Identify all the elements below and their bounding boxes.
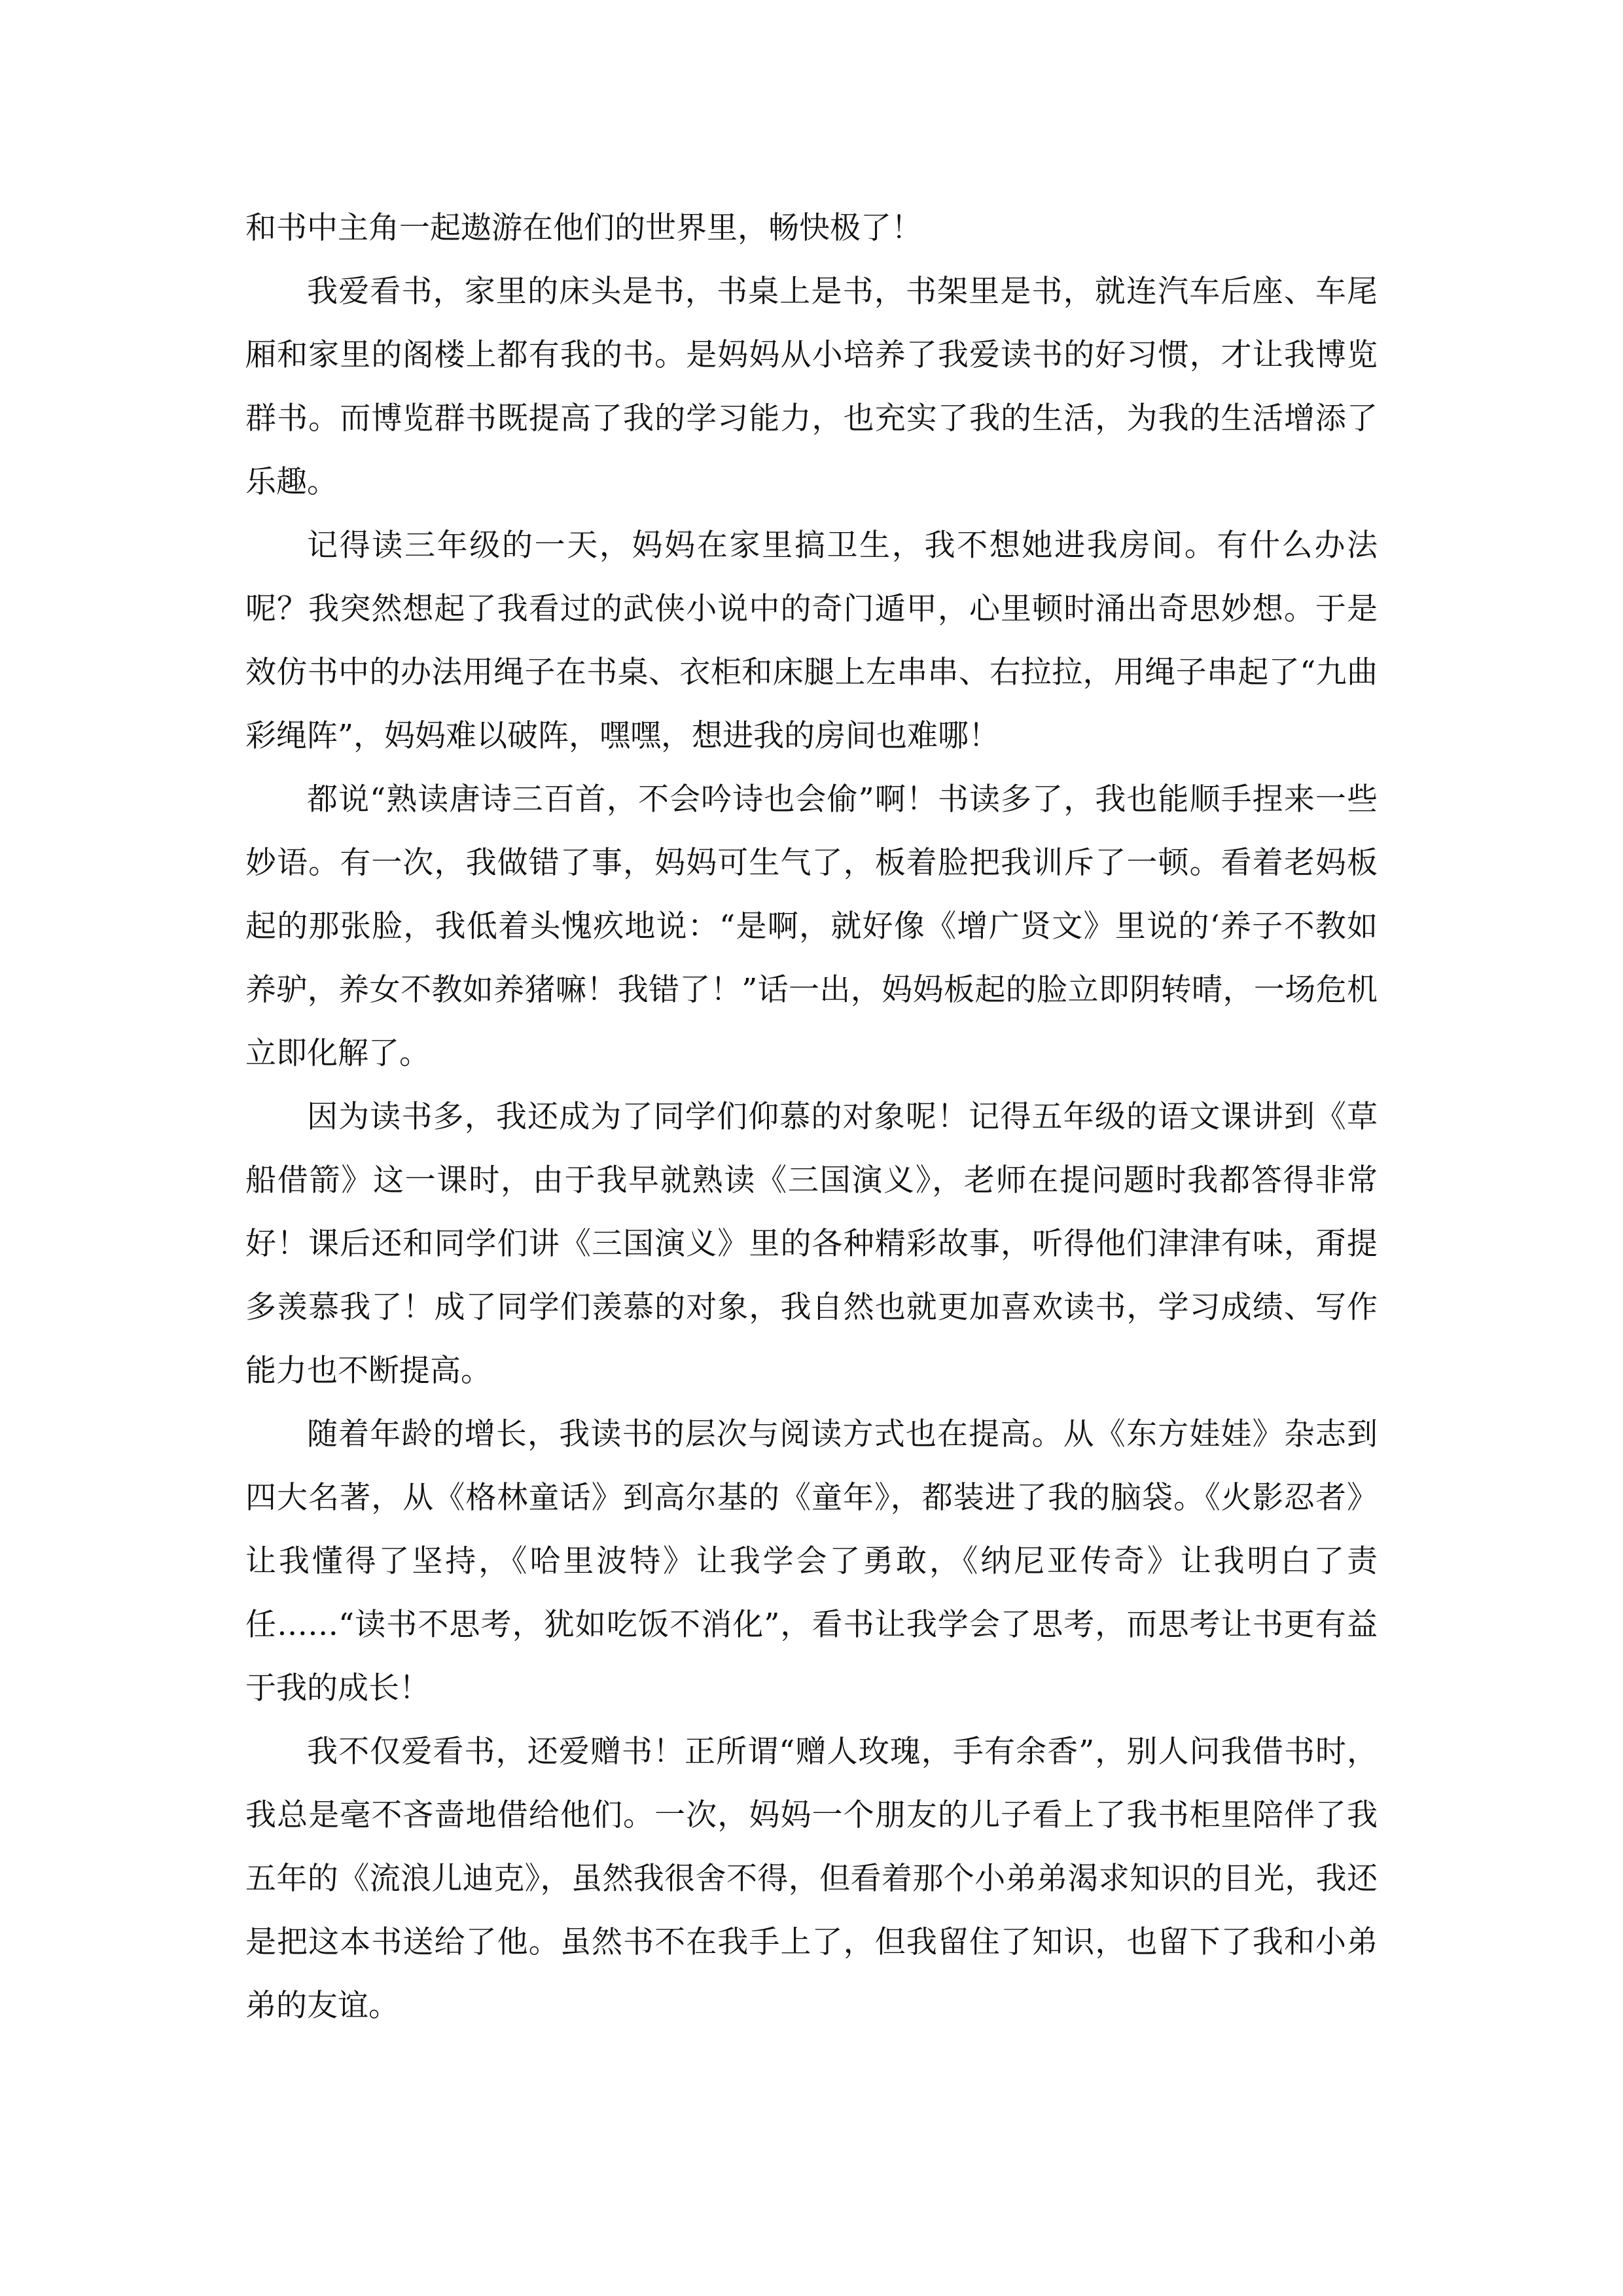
paragraph: 因为读书多，我还成为了同学们仰慕的对象呢！记得五年级的语文课讲到《草船借箭》这一课时，由于我早就熟读《三国演义》，老师在提问题时我都答得非常好！课后还和同学们讲《三国演义》里的各种精彩故事，听得他们津津有味，甭提多羡慕我了！成了同学们羡慕的对象，我自然也就更加喜欢读书，学习成绩、写作能力也不断提高。 bbox=[245, 1099, 1378, 1389]
paragraph: 随着年龄的增长，我读书的层次与阅读方式也在提高。从《东方娃娃》杂志到四大名著，从《格林童话》到高尔基的《童年》，都装进了我的脑袋。《火影忍者》让我懂得了坚持，《哈里波特》让我学会了勇敢，《纳尼亚传奇》让我明白了责任……“读书不思考，犹如吃饭不消化”，看书让我学会了思考，而思考让书更有益于我的成长！ bbox=[245, 1416, 1378, 1706]
paragraph: 我不仅爱看书，还爱赠书！正所谓“赠人玫瑰，手有余香”，别人问我借书时，我总是毫不吝啬地借给他们。一次，妈妈一个朋友的儿子看上了我书柜里陪伴了我五年的《流浪儿迪克》，虽然我很舍不得，但看着那个小弟弟渴求知识的目光，我还是把这本书送给了他。虽然书不在我手上了，但我留住了知识，也留下了我和小弟弟的友谊。 bbox=[245, 1734, 1378, 2024]
paragraph: 都说“熟读唐诗三百首，不会吟诗也会偷”啊！书读多了，我也能顺手捏来一些妙语。有一次，我做错了事，妈妈可生气了，板着脸把我训斥了一顿。看着老妈板起的那张脸，我低着头愧疚地说：“是啊，就好像《增广贤文》里说的‘养子不教如养驴，养女不教如养猪嘛！我错了！”话一出，妈妈板起的脸立即阴转晴，一场危机立即化解了。 bbox=[245, 781, 1378, 1071]
paragraph-continuation: 和书中主角一起遨游在他们的世界里，畅快极了！ bbox=[245, 210, 922, 246]
essay-body bbox=[245, 196, 1378, 2037]
paragraph: 记得读三年级的一天，妈妈在家里搞卫生，我不想她进我房间。有什么办法呢？我突然想起了我看过的武侠小说中的奇门遁甲，心里顿时涌出奇思妙想。于是效仿书中的办法用绳子在书桌、衣柜和床腿上左串串、右拉拉，用绳子串起了“九曲彩绳阵”，妈妈难以破阵，嘿嘿，想进我的房间也难哪！ bbox=[245, 528, 1378, 754]
paragraph: 我爱看书，家里的床头是书，书桌上是书，书架里是书，就连汽车后座、车尾厢和家里的阁楼上都有我的书。是妈妈从小培养了我爱读书的好习惯，才让我博览群书。而博览群书既提高了我的学习能力，也充实了我的生活，为我的生活增添了乐趣。 bbox=[245, 274, 1378, 500]
